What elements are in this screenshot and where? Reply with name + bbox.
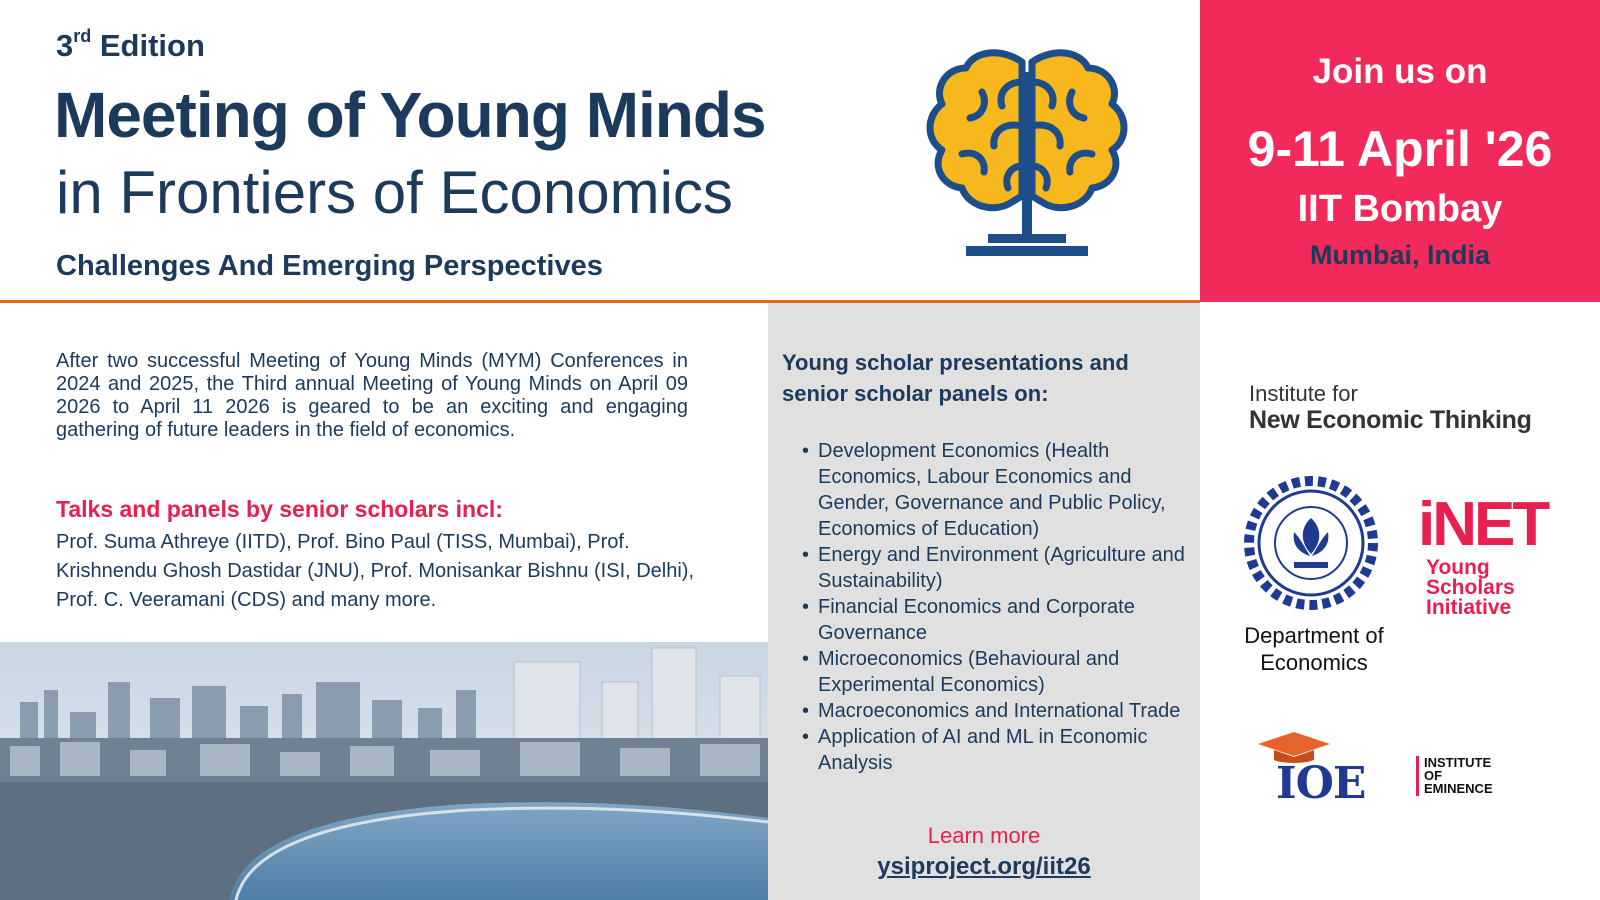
ysi-line-1: Young [1426, 556, 1490, 579]
event-url-link[interactable]: ysiproject.org/iit26 [877, 853, 1091, 880]
list-item: • Macroeconomics and International Trade [802, 698, 1192, 724]
inet-institute-logo [1249, 381, 1532, 433]
ysi-line-2: Scholars [1426, 576, 1515, 599]
list-item: • Energy and Environment (Agriculture and Sustainability) [802, 542, 1192, 594]
iit-bombay-seal-icon [1240, 472, 1382, 614]
learn-more-label: Learn more [927, 823, 1041, 848]
list-item: • Application of AI and ML in Economic Analysis [802, 724, 1192, 776]
ysi-wordmark [1426, 558, 1515, 618]
header-banner [0, 0, 1200, 302]
speakers-list: Prof. Suma Athreye (IITD), Prof. Bino Paul (TISS, Mumbai), Prof. Krishnendu Ghosh Dastidar (JNU), Prof. Monisankar Bishnu (ISI, Delhi), Prof. C. Veeramani (CDS) and many more. [56, 531, 695, 611]
brain-tree-icon [922, 42, 1132, 268]
department-line-2: Economics [1260, 650, 1368, 675]
ioe-wordmark: IOE [1276, 758, 1366, 809]
ioe-logo [1254, 730, 1554, 809]
inet-line-2: New Economic Thinking [1249, 406, 1532, 434]
ioe-line-3: EMINENCE [1424, 781, 1493, 796]
intro-paragraph: After two successful Meeting of Young Minds (MYM) Conferences in 2024 and 2025, the Third annual Meeting of Young Minds on April 09 2026 to April 11 2026 is geared to be an exciting and engaging gathering of future leaders in the field of economics. [56, 350, 688, 441]
mumbai-skyline-image [0, 642, 768, 900]
list-item: • Financial Economics and Corporate Governance [802, 594, 1192, 646]
list-item: • Development Economics (Health Economics, Labour Economics and Gender, Governance and Public Policy, Economics of Education) [802, 438, 1192, 542]
tagline: Challenges And Emerging Perspectives [56, 250, 603, 282]
event-dates: 9-11 April '26 [1247, 121, 1553, 177]
page-subtitle: in Frontiers of Economics [56, 159, 733, 226]
inet-ysi-logo [1416, 490, 1548, 624]
ioe-divider [1416, 756, 1419, 796]
ysi-line-3: Initiative [1426, 596, 1512, 619]
ioe-line-1: INSTITUTE [1424, 755, 1492, 770]
event-venue: IIT Bombay [1297, 188, 1503, 230]
ioe-caption [1424, 756, 1493, 795]
edition-label: 3rd Edition [56, 26, 205, 63]
department-line-1: Department of [1244, 623, 1384, 648]
talks-heading: Talks and panels by senior scholars incl: [56, 496, 503, 522]
inet-line-1: Institute for [1249, 381, 1358, 406]
list-item: • Microeconomics (Behavioural and Experimental Economics) [802, 646, 1192, 698]
topics-list [802, 438, 1192, 776]
topics-panel [768, 303, 1200, 900]
event-date-panel [1200, 0, 1600, 302]
event-city: Mumbai, India [1309, 240, 1490, 270]
topics-heading: Young scholar presentations and senior scholar panels on: [782, 350, 1129, 406]
department-label [1222, 622, 1406, 676]
ioe-line-2: OF [1424, 768, 1443, 783]
inet-wordmark: iNET [1418, 490, 1548, 559]
join-label: Join us on [1312, 52, 1488, 91]
page-title: Meeting of Young Minds [54, 79, 766, 151]
